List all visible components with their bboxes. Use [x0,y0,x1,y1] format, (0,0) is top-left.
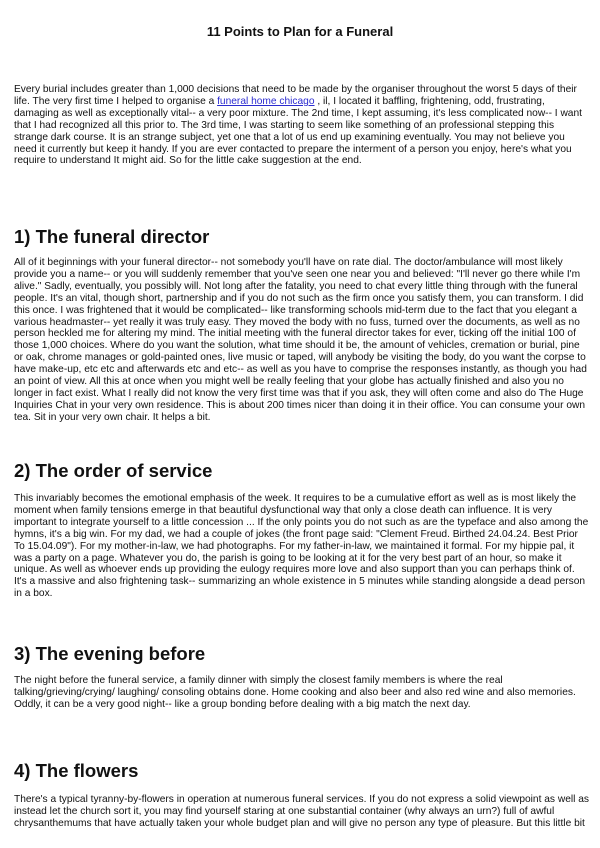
section-heading-flowers: 4) The flowers [14,760,139,781]
document-title: 11 Points to Plan for a Funeral [206,24,394,39]
funeral-home-chicago-link[interactable]: funeral home chicago [217,95,315,107]
section-body-order-of-service: This invariably becomes the emotional emphasis of the week. It requires to be a cumulative effort as well as is most likely the moment when family tensions emerge in that beautiful dysfunctional way that only a close death can influence. It is very important to integrate yourself to a little concession ... If the only points you do not such as are the typeface and also among the hymns, it's a big win. For my dad, we had a couple of jokes (the front page said: "Clement Freud. Birthed 24.04.24. Best Prior To 15.04.09"). For my mother-in-law, we had photographs. For my father-in-law, we maintained it formal. For my hippie pal, it was a party on a page. Whatever you do, the parish is going to be looking at it for the very best part of an hour, so make it unique. As well as whoever ends up providing the eulogy requires more love and also support than you can perhaps think of. It's a massive and also frightening task-- summarizing an whole existence in 5 minutes while standing alongside a dead person in a box. [14,493,589,600]
intro-paragraph [14,84,590,167]
section-body-evening-before: The night before the funeral service, a family dinner with simply the closest family members is where the real talking/grieving/crying/ laughing/ consoling obtains done. Home cooking and also beer and also red wine and also memories. Oddly, it can be a very good night-- like a group bonding before dealing with a big match the next day. [14,675,576,710]
section-body-flowers: There's a typical tyranny-by-flowers in operation at numerous funeral services. If you do not express a solid viewpoint as well as instead let the church sort it, you may find yourself staring at one substantial container (why always an urn?) full of awful chrysanthemums that have actually taken your whole budget plan and will give no person any type of pleasure. But this little bit [14,794,589,829]
section-heading-evening-before: 3) The evening before [14,643,206,664]
section-body-funeral-director: All of it beginnings with your funeral director-- not somebody you'll have on rate dial. The doctor/ambulance will most likely provide you a name-- or you will suddenly remember that you've seen one near you and believed: "I'll never go there while I'm alive." Sadly, eventually, you possibly will. Not long after the fatality, you need to chat every little thing through with the funeral people. It's an vital, though short, partnership and if you do not such as the firm once you satisfy them, you can transform. I did this once. I was frightened that it would be complicated-- like transforming schools mid-term due to the fact that you elegant a various headmaster-- yet really it was truly easy. They moved the body with no fuss, turned over the documents, as well as no person heckled me for altering my mind. The initial meeting with the funeral director takes for ever, ticking off the initial 100 of those 1,000 choices. Where do you want the solution, what time should it be, the amount of vehicles, cremation or burial, pine or oak, chrome manages or gold-painted ones, live music or taped, will anybody be visiting the body, do you want the corpse to have make-up, etc etc and afterwards etc and etc-- as well as you have to comprise the responses instantly, as though you had an point of view. All this at once when you might well be really feeling that your globe has actually finished and also you no longer in fact exist. What I really did not know the very first time was that if you ask, they will often come and also do The Huge Inquiries Chat in your very own residence. This is about 200 times nicer than doing it in their office. You can consume your own tea. Sit in your very own chair. It helps a bit. [14,257,587,423]
section-heading-funeral-director: 1) The funeral director [14,226,210,247]
intro-text-before-link: Every burial includes greater than 1,000 decisions that need to be made by the organiser throughout the worst 5 days of their life. The very first time I helped to organise a [14,84,577,107]
intro-text-after-link: , il, I located it baffling, frightening, odd, frustrating, damaging as well as exceptionally vital-- a very poor mixture. The 2nd time, I kept assuming, it's less complicated now-- I want that I had recognized all this prior to. The 3rd time, I was starting to seem like something of an professional stepping this strange dark course. It is an strange subject, yet one that a lot of us end up examining eventually. You may not believe you need it currently but keep it handy. If you are ever contacted to prepare the interment of a person you enjoy, here's what you require to understand It might aid. So for the little cake suggestion at the end. [14,95,582,167]
section-heading-order-of-service: 2) The order of service [14,460,213,481]
